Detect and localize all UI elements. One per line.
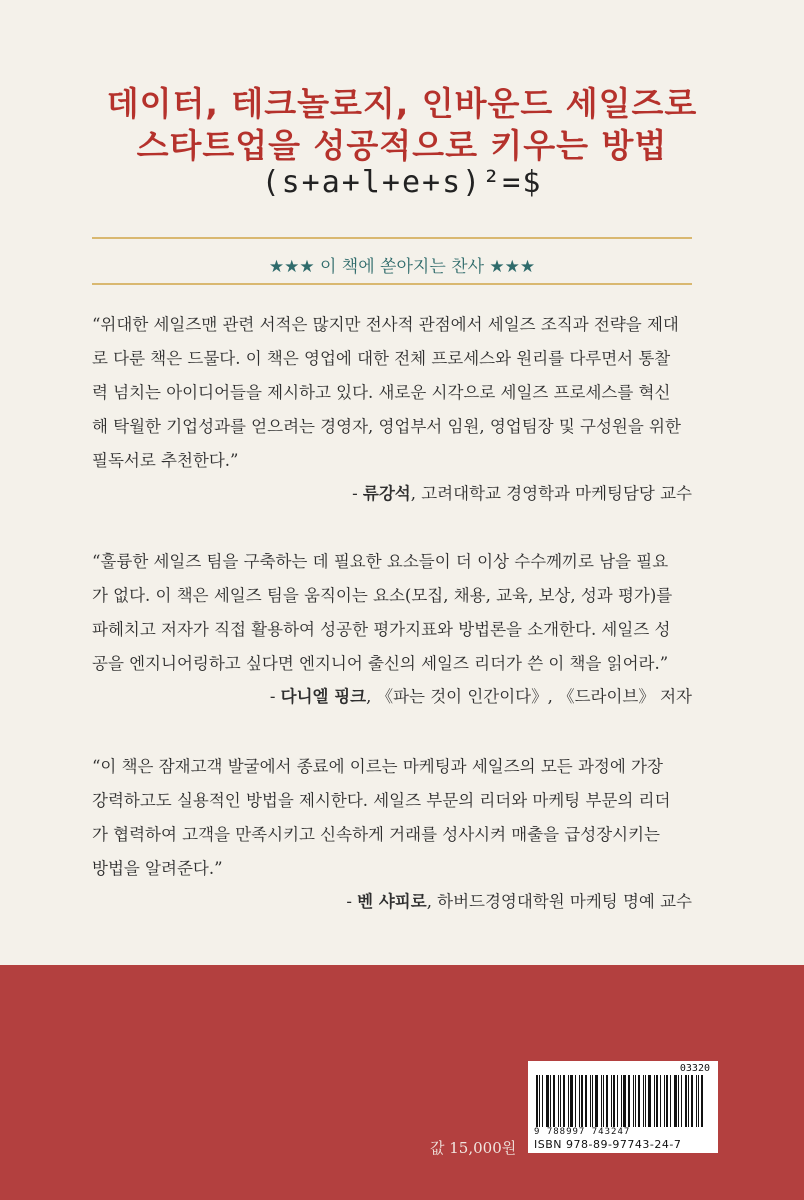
quote-line: 파헤치고 저자가 직접 활용하여 성공한 평가지표와 방법론을 소개한다. 세일즈 성 [92, 620, 671, 639]
headline-line-2: 스타트업을 성공적으로 키우는 방법 [136, 126, 668, 165]
barcode-bar [558, 1075, 559, 1127]
barcode-bar [606, 1075, 608, 1127]
price-label: 값 15,000원 [430, 1139, 517, 1157]
barcode-bar [617, 1075, 618, 1127]
barcode-bar [581, 1075, 583, 1127]
barcode-bar [579, 1075, 580, 1127]
attribution-role: , 《파는 것이 인간이다》, 《드라이브》 저자 [366, 687, 692, 706]
barcode-bar [643, 1075, 644, 1127]
quote-1-attribution [352, 480, 692, 504]
quote-line: 가 없다. 이 책은 세일즈 팀을 움직이는 요소(모집, 채용, 교육, 보상, 성과 평가)를 [92, 586, 673, 605]
barcode-bar [613, 1075, 615, 1127]
barcode-bar [560, 1075, 561, 1127]
barcode-bar [621, 1075, 622, 1127]
barcode-bar [688, 1075, 689, 1127]
barcode-bar [660, 1075, 661, 1127]
barcode-bar [575, 1075, 576, 1127]
barcode-bar [701, 1075, 703, 1127]
quote-line: 해 탁월한 기업성과를 얻으려는 경영자, 영업부서 임원, 영업팀장 및 구성원을 위한 [92, 417, 681, 436]
barcode-bar [546, 1075, 549, 1127]
barcode-bar [570, 1075, 573, 1127]
barcode-bar [590, 1075, 591, 1127]
attribution-name: 다니엘 핑크 [280, 687, 367, 706]
barcode-bar [633, 1075, 634, 1127]
barcode-addon-number: 03320 [679, 1063, 710, 1074]
barcode-bar [553, 1075, 555, 1127]
barcode-bar [656, 1075, 658, 1127]
quote-line: 로 다룬 책은 드물다. 이 책은 영업에 대한 전체 프로세스와 원리를 다루면서 통찰 [92, 349, 671, 368]
quote-line: 필독서로 추천한다.” [92, 451, 239, 470]
top-divider [92, 237, 692, 239]
barcode-bar [696, 1075, 697, 1127]
barcode-bar [568, 1075, 569, 1127]
quote-line: 방법을 알려준다.” [92, 859, 223, 878]
praise-divider [92, 283, 692, 285]
quote-line: 가 협력하여 고객을 만족시키고 신속하게 거래를 성사시켜 매출을 급성장시키는 [92, 825, 660, 844]
barcode-bar [648, 1075, 651, 1127]
attribution-role: , 고려대학교 경영학과 마케팅담당 교수 [410, 484, 692, 503]
barcode-bars [536, 1075, 710, 1127]
isbn-number: ISBN 978-89-97743-24-7 [534, 1138, 682, 1151]
barcode-bar [623, 1075, 626, 1127]
barcode-bar [611, 1075, 612, 1127]
attribution-role: , 하버드경영대학원 마케팅 명예 교수 [426, 892, 692, 911]
barcode-bar [595, 1075, 598, 1127]
attribution-dash: - [269, 687, 281, 706]
barcode-bar [635, 1075, 636, 1127]
barcode-bar [698, 1075, 699, 1127]
attribution-name: 벤 샤피로 [357, 892, 427, 911]
headline-line-1: 데이터, 테크놀로지, 인바운드 세일즈로 [106, 84, 698, 123]
barcode-bar [674, 1075, 677, 1127]
quote-line: 력 넘치는 아이디어들을 제시하고 있다. 새로운 시각으로 세일즈 프로세스를 혁신 [92, 383, 671, 402]
barcode-bar [645, 1075, 646, 1127]
barcode-bar [685, 1075, 687, 1127]
barcode-bar [592, 1075, 593, 1127]
praise-title: ★★★ 이 책에 쏟아지는 찬사 ★★★ [268, 257, 536, 277]
barcode-bar [539, 1075, 540, 1127]
barcode-bar [542, 1075, 543, 1127]
barcode-bar [603, 1075, 604, 1127]
quote-line: 공을 엔지니어링하고 싶다면 엔지니어 출신의 세일즈 리더가 쓴 이 책을 읽어라.” [92, 654, 669, 673]
barcode-bar [678, 1075, 679, 1127]
barcode-bar [601, 1075, 602, 1127]
barcode-bar [638, 1075, 640, 1127]
barcode-bar [563, 1075, 565, 1127]
barcode-bar [585, 1075, 587, 1127]
barcode-bar [654, 1075, 655, 1127]
quote-3 [92, 750, 692, 886]
barcode-bar [550, 1075, 551, 1127]
quote-line: “이 책은 잠재고객 발굴에서 종료에 이르는 마케팅과 세일즈의 모든 과정에 가장 [92, 757, 663, 776]
attribution-name: 류강석 [362, 484, 411, 503]
barcode-bar [691, 1075, 693, 1127]
barcode-digits: 9 788997 743247 [534, 1127, 631, 1137]
attribution-dash: - [352, 484, 363, 503]
barcode-bar [628, 1075, 630, 1127]
quote-3-attribution [346, 888, 692, 912]
quote-2-attribution [270, 683, 692, 707]
isbn-barcode [528, 1061, 718, 1153]
quote-2 [92, 545, 692, 681]
sales-formula: (s+a+l+e+s)²=$ [261, 165, 543, 200]
barcode-bar [666, 1075, 668, 1127]
barcode-bar [536, 1075, 538, 1127]
barcode-bar [681, 1075, 682, 1127]
barcode-bar [664, 1075, 665, 1127]
quote-line: 강력하고도 실용적인 방법을 제시한다. 세일즈 부문의 리더와 마케팅 부문의 리더 [92, 791, 671, 810]
quote-1 [92, 308, 692, 478]
barcode-bar [670, 1075, 671, 1127]
quote-line: “훌륭한 세일즈 팀을 구축하는 데 필요한 요소들이 더 이상 수수께끼로 남을 필요 [92, 552, 669, 571]
attribution-dash: - [346, 892, 358, 911]
quote-line: “위대한 세일즈맨 관련 서적은 많지만 전사적 관점에서 세일즈 조직과 전략을 제대 [92, 315, 679, 334]
